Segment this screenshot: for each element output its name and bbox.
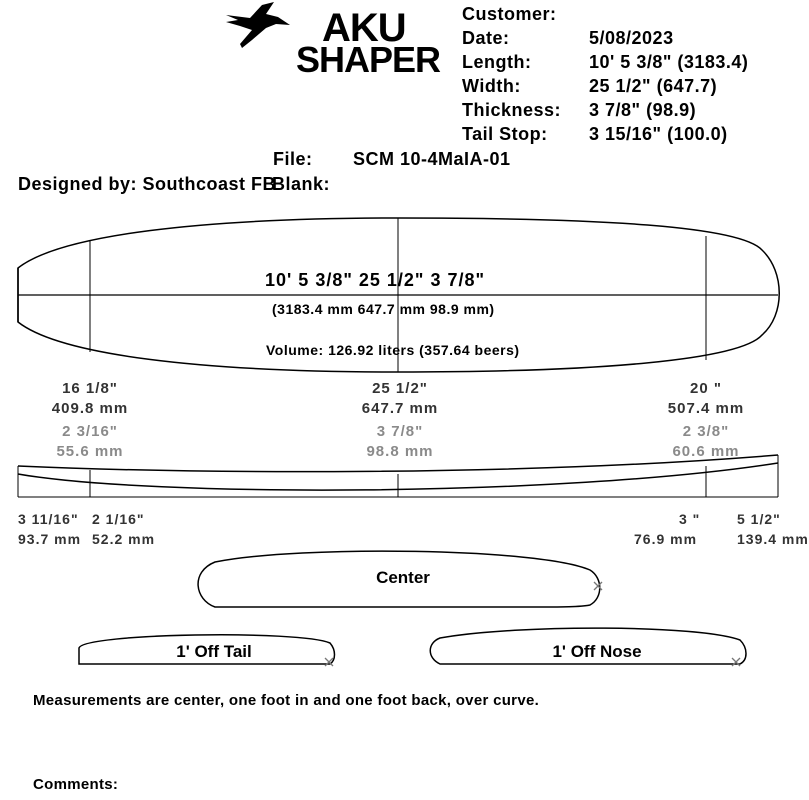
file-label: File: xyxy=(273,149,313,169)
station-tail-width-in: 16 1/8" xyxy=(62,380,118,397)
station-center-width-mm: 647.7 mm xyxy=(361,400,439,417)
station-tail-thick-mm: 55.6 mm xyxy=(56,443,124,460)
outline-dims-metric: (3183.4 mm 647.7 mm 98.9 mm) xyxy=(272,301,495,317)
station-tail-width-mm: 409.8 mm xyxy=(51,400,129,417)
spec-value-length: 10' 5 3/8" (3183.4) xyxy=(589,52,749,72)
rocker-tail12-in: 2 1/16" xyxy=(92,511,145,527)
comments-label: Comments: xyxy=(33,776,119,793)
section-nose-label: 1' Off Nose xyxy=(552,642,642,661)
spec-label-tail-stop: Tail Stop: xyxy=(462,124,548,144)
station-nose-width-in: 20 " xyxy=(690,380,722,397)
spec-label-length: Length: xyxy=(462,52,532,72)
brand-line-1: AKU xyxy=(322,6,406,50)
spec-label-date: Date: xyxy=(462,28,510,48)
spec-label-width: Width: xyxy=(462,76,521,96)
center-section-marker-icon xyxy=(594,582,602,590)
spec-label-customer: Customer: xyxy=(462,4,557,24)
rocker-tail12-mm: 52.2 mm xyxy=(92,531,156,547)
rocker-nose-mm: 139.4 mm xyxy=(737,531,809,547)
measurements-note: Measurements are center, one foot in and one foot back, over curve. xyxy=(33,692,540,709)
spec-label-thickness: Thickness: xyxy=(462,100,562,120)
station-center-thick-in: 3 7/8" xyxy=(376,423,424,440)
file-value: SCM 10-4MaIA-01 xyxy=(353,149,511,169)
brand-line-2: SHAPER xyxy=(296,39,441,80)
spec-value-tail-stop: 3 15/16" (100.0) xyxy=(589,124,728,144)
station-nose-thick-in: 2 3/8" xyxy=(682,423,730,440)
station-center-width-in: 25 1/2" xyxy=(372,380,428,397)
outline-volume: Volume: 126.92 liters (357.64 beers) xyxy=(266,342,520,358)
rocker-nose12-in: 3 " xyxy=(679,511,701,527)
section-center-label: Center xyxy=(376,568,430,587)
station-tail-thick-in: 2 3/16" xyxy=(62,423,118,440)
spec-value-thickness: 3 7/8" (98.9) xyxy=(589,100,697,120)
spec-value-width: 25 1/2" (647.7) xyxy=(589,76,718,96)
station-nose-width-mm: 507.4 mm xyxy=(667,400,745,417)
nose-section-marker-icon xyxy=(732,658,740,666)
section-tail-label: 1' Off Tail xyxy=(176,642,252,661)
outline-dims-imperial: 10' 5 3/8" 25 1/2" 3 7/8" xyxy=(265,270,486,290)
rocker-tail-in: 3 11/16" xyxy=(18,511,79,527)
station-nose-thick-mm: 60.6 mm xyxy=(672,443,740,460)
designed-by: Designed by: Southcoast FB xyxy=(18,174,277,194)
rocker-nose12-mm: 76.9 mm xyxy=(634,531,698,547)
rocker-tail-mm: 93.7 mm xyxy=(18,531,82,547)
spec-value-date: 5/08/2023 xyxy=(589,28,674,48)
blank-label: Blank: xyxy=(272,174,331,194)
station-center-thick-mm: 98.8 mm xyxy=(366,443,434,460)
rocker-nose-in: 5 1/2" xyxy=(737,511,781,527)
